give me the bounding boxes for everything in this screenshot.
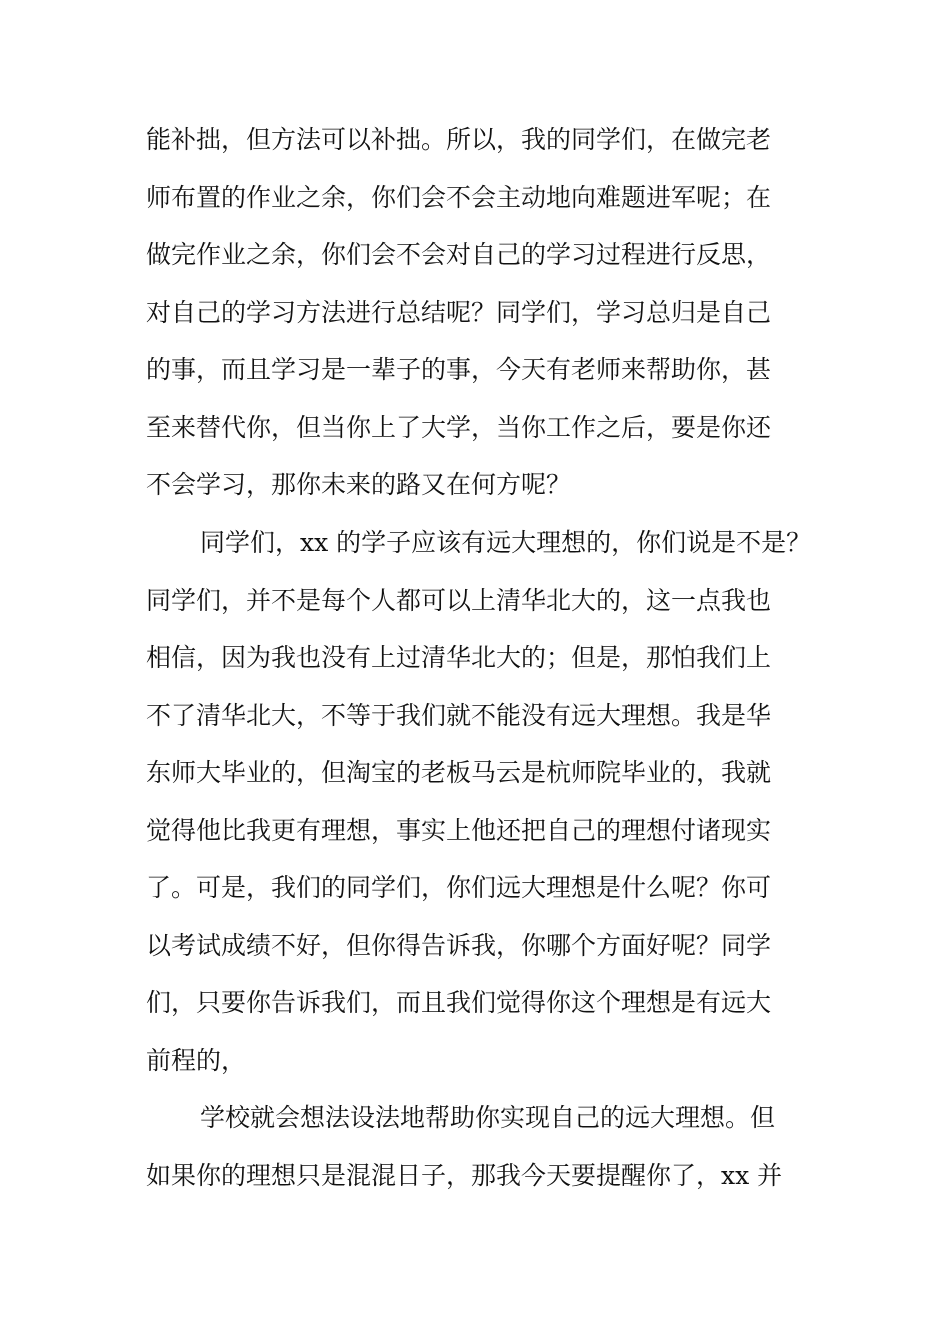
paragraph-2-line-5: 东师大毕业的，但淘宝的老板马云是杭师院毕业的，我就	[146, 758, 772, 787]
paragraph-2-line-10: 前程的，	[146, 1046, 247, 1075]
paragraph-2-line-7: 了。可是，我们的同学们，你们远大理想是什么呢？你可	[146, 873, 772, 902]
paragraph-1-line-7: 不会学习，那你未来的路又在何方呢？	[146, 470, 572, 499]
paragraph-3-line-2: 如果你的理想只是混混日子，那我今天要提醒你了，xx 并	[146, 1161, 783, 1190]
paragraph-2-line-2: 同学们，并不是每个人都可以上清华北大的，这一点我也	[146, 586, 772, 615]
paragraph-2-line-6: 觉得他比我更有理想，事实上他还把自己的理想付诸现实	[146, 816, 772, 845]
paragraph-2-line-9: 们，只要你告诉我们，而且我们觉得你这个理想是有远大	[146, 988, 772, 1017]
paragraph-3-line-1: 学校就会想法设法地帮助你实现自己的远大理想。但	[200, 1103, 776, 1132]
paragraph-1-line-4: 对自己的学习方法进行总结呢？同学们，学习总归是自己	[146, 298, 772, 327]
paragraph-1-line-1: 能补拙，但方法可以补拙。所以，我的同学们，在做完老	[146, 125, 772, 154]
paragraph-2-line-3: 相信，因为我也没有上过清华北大的；但是，那怕我们上	[146, 643, 772, 672]
paragraph-2-line-1: 同学们，xx 的学子应该有远大理想的，你们说是不是？	[200, 528, 812, 557]
paragraph-1-line-6: 至来替代你，但当你上了大学，当你工作之后，要是你还	[146, 413, 772, 442]
paragraph-1-line-2: 师布置的作业之余，你们会不会主动地向难题进军呢；在	[146, 183, 772, 212]
paragraph-1-line-5: 的事，而且学习是一辈子的事，今天有老师来帮助你，甚	[146, 355, 772, 384]
paragraph-2-line-8: 以考试成绩不好，但你得告诉我，你哪个方面好呢？同学	[146, 931, 772, 960]
paragraph-1-line-3: 做完作业之余，你们会不会对自己的学习过程进行反思，	[146, 240, 772, 269]
paragraph-2-line-4: 不了清华北大，不等于我们就不能没有远大理想。我是华	[146, 701, 772, 730]
